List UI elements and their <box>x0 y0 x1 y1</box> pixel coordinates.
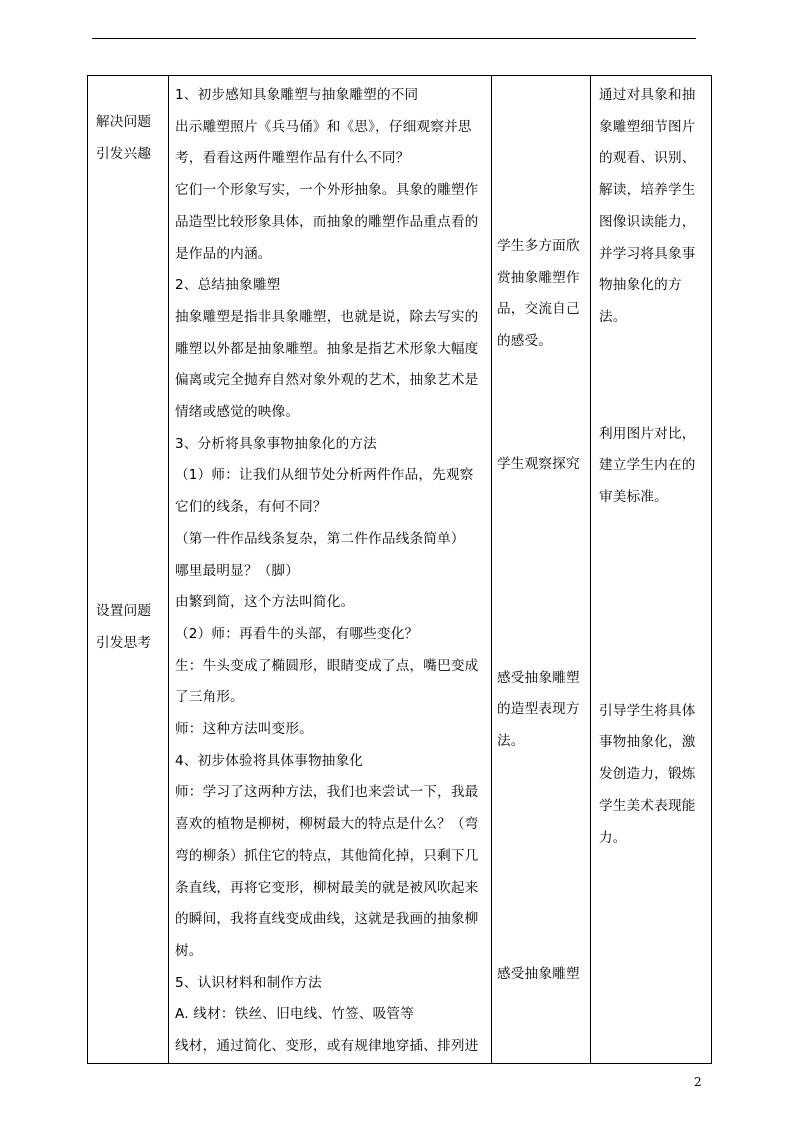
text-line: 学生观察探究 <box>497 455 580 472</box>
text-line: 力。 <box>599 829 627 846</box>
text-line: 偏离或完全抛弃自然对象外观的艺术，抽象艺术是 <box>175 372 479 389</box>
text-line: 学生美术表现能 <box>599 797 696 814</box>
text-line: （1）师：让我们从细节处分析两件作品，先观察 <box>175 467 474 484</box>
text-line: 解决问题 <box>96 114 152 130</box>
teaching-content-column <box>169 76 492 1064</box>
text-line: 考，看看这两件雕塑作品有什么不同？ <box>175 150 410 167</box>
text-line: 它们一个形象写实，一个外形抽象。具象的雕塑作 <box>175 182 479 199</box>
text-line: 2、总结抽象雕塑 <box>175 277 281 294</box>
stage-column <box>88 76 169 1064</box>
student-activity-block <box>492 76 590 358</box>
text-line: 感受抽象雕塑 <box>497 965 580 982</box>
text-line: 解读，培养学生 <box>599 182 696 199</box>
student-activity-block <box>492 481 590 758</box>
text-line: 赏抽象雕塑作 <box>497 269 580 286</box>
text-line: 哪里最明显？（脚） <box>175 562 300 579</box>
design-intent-block <box>591 76 711 334</box>
text-line: 建立学生内在的 <box>599 457 696 474</box>
page-number: 2 <box>694 1075 702 1089</box>
stage-label-set-question <box>88 170 168 659</box>
text-line: 了三角形。 <box>175 689 244 706</box>
text-line: 情绪或感觉的映像。 <box>175 404 300 421</box>
text-line: 品造型比较形象具体，而抽象的雕塑作品重点看的 <box>175 213 479 230</box>
design-intent-block <box>591 334 711 514</box>
text-line: 通过对具象和抽 <box>599 87 696 103</box>
text-line: 发创造力，锻炼 <box>599 766 696 783</box>
text-line: 线材，通过简化、变形，或有规律地穿插、排列进 <box>175 1038 479 1055</box>
text-line: 它们的线条，有何不同？ <box>175 499 327 516</box>
student-activity-block <box>492 758 590 991</box>
header-rule <box>92 38 696 39</box>
text-line: 5、认识材料和制作方法 <box>175 974 322 991</box>
text-line: 利用图片对比， <box>599 425 696 442</box>
design-intent-block <box>591 514 711 855</box>
text-line: 引发兴趣 <box>96 145 152 162</box>
text-line: （2）师：再看牛的头部，有哪些变化？ <box>175 625 419 642</box>
text-line: 的瞬间，我将直线变成曲线，这就是我画的抽象柳 <box>175 911 479 928</box>
lesson-plan-table <box>87 75 712 1064</box>
text-line: 1、初步感知具象雕塑与抽象雕塑的不同 <box>175 87 419 103</box>
text-line: A. 线材：铁丝、旧电线、竹签、吸管等 <box>175 1006 415 1023</box>
teaching-content <box>169 76 491 1063</box>
text-line: 的造型表现方 <box>497 701 580 718</box>
text-line: 是作品的内涵。 <box>175 245 272 262</box>
text-line: 3、分析将具象事物抽象化的方法 <box>175 435 377 452</box>
text-line: 师：学习了这两种方法，我们也来尝试一下，我最 <box>175 784 479 801</box>
text-line: 物抽象化的方 <box>599 277 682 294</box>
text-line: 的感受。 <box>497 333 553 350</box>
text-line: 品，交流自己 <box>497 301 580 318</box>
text-line: 由繁到简，这个方法叫简化。 <box>175 594 355 611</box>
text-line: 并学习将具象事 <box>599 245 696 262</box>
text-line: 学生多方面欣 <box>497 238 580 254</box>
text-line: 法。 <box>497 732 525 749</box>
text-line: 引发思考 <box>96 635 152 652</box>
text-line: （第一件作品线条复杂，第二件作品线条简单） <box>175 530 465 547</box>
student-activity-block <box>492 358 590 481</box>
text-line: 图像识读能力， <box>599 213 696 230</box>
text-line: 的观看、识别、 <box>599 150 696 167</box>
text-line: 树。 <box>175 942 203 959</box>
text-line: 感受抽象雕塑 <box>497 669 580 686</box>
text-line: 法。 <box>599 308 627 325</box>
student-activity-column <box>492 76 591 1064</box>
text-line: 象雕塑细节图片 <box>599 118 696 135</box>
text-line: 抽象雕塑是指非具象雕塑，也就是说，除去写实的 <box>175 308 479 325</box>
table-row <box>88 76 712 1064</box>
text-line: 师：这种方法叫变形。 <box>175 721 313 738</box>
text-line: 雕塑以外都是抽象雕塑。抽象是指艺术形象大幅度 <box>175 340 479 357</box>
design-intent-column <box>591 76 712 1064</box>
text-line: 审美标准。 <box>599 489 668 506</box>
text-line: 喜欢的植物是柳树，柳树最大的特点是什么？（弯 <box>175 816 479 833</box>
text-line: 设置问题 <box>96 603 152 620</box>
text-line: 弯的柳条）抓住它的特点，其他简化掉，只剩下几 <box>175 847 479 864</box>
text-line: 生：牛头变成了椭圆形，眼睛变成了点，嘴巴变成 <box>175 657 479 674</box>
text-line: 出示雕塑照片《兵马俑》和《思》，仔细观察并思 <box>175 118 472 135</box>
text-line: 引导学生将具体 <box>599 702 696 719</box>
stage-label-solve-problem <box>88 76 168 170</box>
text-line: 4、初步体验将具体事物抽象化 <box>175 752 364 769</box>
text-line: 条直线，再将它变形，柳树最美的就是被风吹起来 <box>175 879 479 896</box>
text-line: 事物抽象化，激 <box>599 734 696 751</box>
